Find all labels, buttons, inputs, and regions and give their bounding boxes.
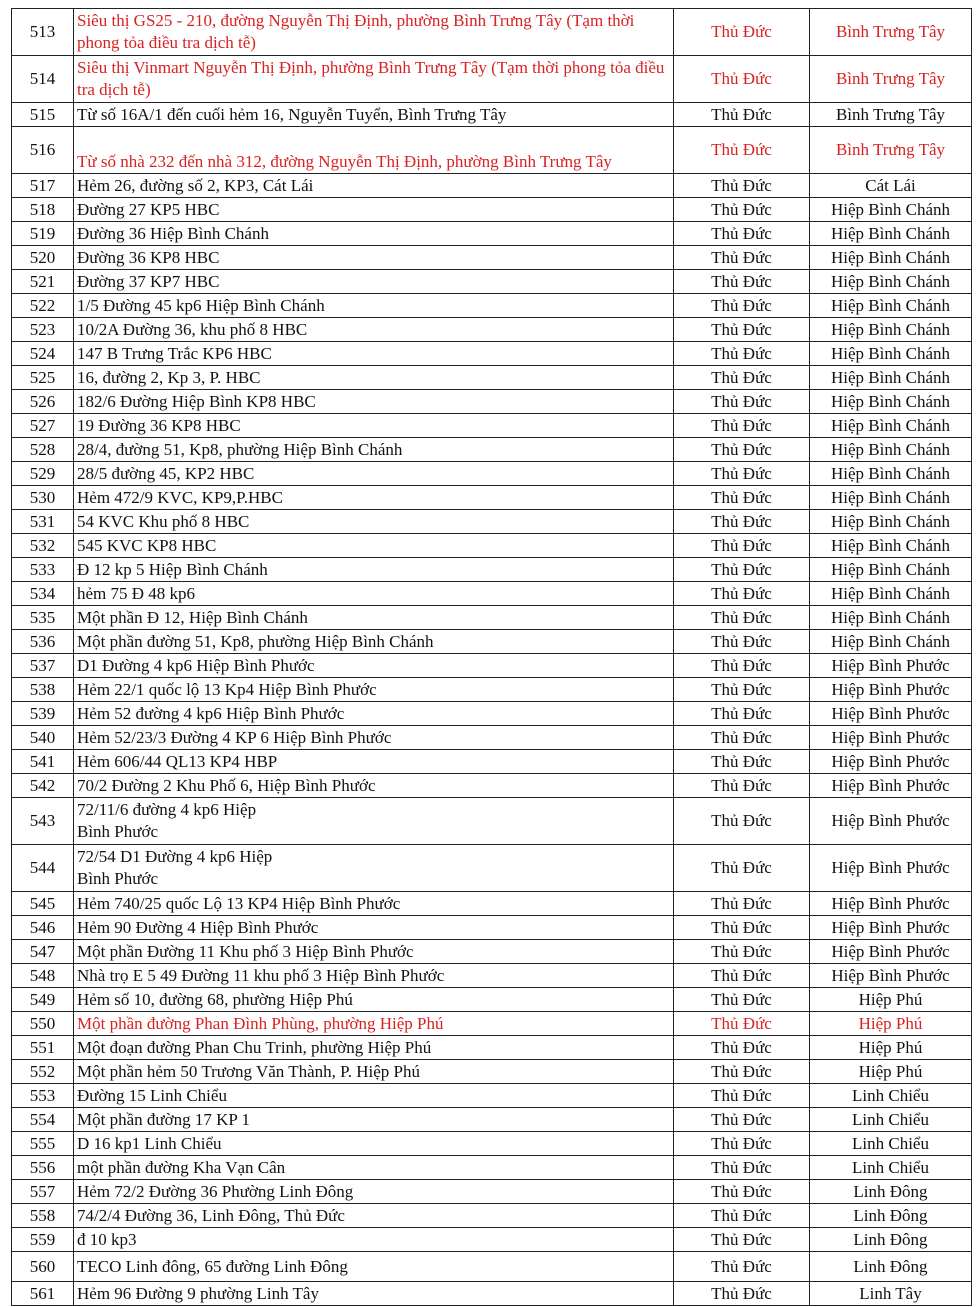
table-row (12, 630, 972, 654)
row-number: 542 (12, 774, 74, 798)
row-ward: Hiệp Phú (810, 1012, 972, 1036)
row-district: Thủ Đức (674, 940, 810, 964)
row-number: 551 (12, 1036, 74, 1060)
table-row (12, 270, 972, 294)
row-address: 16, đường 2, Kp 3, P. HBC (74, 366, 674, 390)
row-number: 552 (12, 1060, 74, 1084)
row-ward: Hiệp Bình Chánh (810, 486, 972, 510)
table-row (12, 438, 972, 462)
row-ward: Hiệp Bình Chánh (810, 318, 972, 342)
table-row (12, 174, 972, 198)
row-district: Thủ Đức (674, 390, 810, 414)
row-address: Đường 37 KP7 HBC (74, 270, 674, 294)
row-ward: Linh Đông (810, 1252, 972, 1282)
table-row (12, 845, 972, 892)
row-district: Thủ Đức (674, 606, 810, 630)
table-row (12, 462, 972, 486)
row-number: 513 (12, 9, 74, 56)
row-district: Thủ Đức (674, 294, 810, 318)
row-district: Thủ Đức (674, 916, 810, 940)
row-address: D1 Đường 4 kp6 Hiệp Bình Phước (74, 654, 674, 678)
row-district: Thủ Đức (674, 486, 810, 510)
row-ward: Hiệp Bình Chánh (810, 510, 972, 534)
row-ward: Bình Trưng Tây (810, 127, 972, 174)
row-number: 514 (12, 56, 74, 103)
row-number: 545 (12, 892, 74, 916)
row-number: 558 (12, 1204, 74, 1228)
row-address: một phần đường Kha Vạn Cân (74, 1156, 674, 1180)
row-district: Thủ Đức (674, 174, 810, 198)
row-district: Thủ Đức (674, 1036, 810, 1060)
table-row (12, 1084, 972, 1108)
row-address: Đ 12 kp 5 Hiệp Bình Chánh (74, 558, 674, 582)
row-district: Thủ Đức (674, 270, 810, 294)
row-address: Đường 15 Linh Chiểu (74, 1084, 674, 1108)
row-number: 547 (12, 940, 74, 964)
row-number: 550 (12, 1012, 74, 1036)
row-ward: Hiệp Bình Phước (810, 892, 972, 916)
table-row (12, 103, 972, 127)
table-row (12, 774, 972, 798)
row-ward: Linh Chiểu (810, 1132, 972, 1156)
table-row (12, 1156, 972, 1180)
table-row (12, 988, 972, 1012)
table-row (12, 1012, 972, 1036)
row-district: Thủ Đức (674, 222, 810, 246)
row-district: Thủ Đức (674, 702, 810, 726)
row-district: Thủ Đức (674, 582, 810, 606)
row-district: Thủ Đức (674, 678, 810, 702)
table-row (12, 1252, 972, 1282)
row-number: 520 (12, 246, 74, 270)
table-row (12, 1180, 972, 1204)
row-address: 147 B Trưng Trắc KP6 HBC (74, 342, 674, 366)
row-ward: Hiệp Bình Chánh (810, 270, 972, 294)
row-address: Hẻm 26, đường số 2, KP3, Cát Lái (74, 174, 674, 198)
row-address: 72/11/6 đường 4 kp6 Hiệp Bình Phước (74, 798, 674, 845)
table-row (12, 342, 972, 366)
row-ward: Hiệp Bình Phước (810, 678, 972, 702)
row-ward: Hiệp Bình Chánh (810, 198, 972, 222)
row-ward: Hiệp Bình Chánh (810, 630, 972, 654)
row-address: 10/2A Đường 36, khu phố 8 HBC (74, 318, 674, 342)
row-ward: Cát Lái (810, 174, 972, 198)
row-address: Đường 27 KP5 HBC (74, 198, 674, 222)
row-number: 529 (12, 462, 74, 486)
row-ward: Linh Đông (810, 1180, 972, 1204)
row-ward: Hiệp Bình Chánh (810, 342, 972, 366)
row-address: Một phần đường 51, Kp8, phường Hiệp Bình Chánh (74, 630, 674, 654)
row-ward: Linh Chiểu (810, 1156, 972, 1180)
table-row (12, 486, 972, 510)
row-ward: Hiệp Bình Chánh (810, 390, 972, 414)
row-number: 554 (12, 1108, 74, 1132)
row-number: 546 (12, 916, 74, 940)
row-address: Nhà trọ E 5 49 Đường 11 khu phố 3 Hiệp Bình Phước (74, 964, 674, 988)
table-row (12, 750, 972, 774)
row-ward: Hiệp Phú (810, 1036, 972, 1060)
row-address: TECO Linh đông, 65 đường Linh Đông (74, 1252, 674, 1282)
row-district: Thủ Đức (674, 1084, 810, 1108)
row-number: 541 (12, 750, 74, 774)
row-district: Thủ Đức (674, 845, 810, 892)
row-district: Thủ Đức (674, 318, 810, 342)
table-row (12, 246, 972, 270)
row-ward: Hiệp Bình Chánh (810, 606, 972, 630)
row-district: Thủ Đức (674, 654, 810, 678)
row-number: 524 (12, 342, 74, 366)
row-address: Hẻm 472/9 KVC, KP9,P.HBC (74, 486, 674, 510)
row-address: Hẻm 606/44 QL13 KP4 HBP (74, 750, 674, 774)
row-district: Thủ Đức (674, 1156, 810, 1180)
row-district: Thủ Đức (674, 750, 810, 774)
row-district: Thủ Đức (674, 534, 810, 558)
row-district: Thủ Đức (674, 1180, 810, 1204)
row-number: 561 (12, 1282, 74, 1306)
row-district: Thủ Đức (674, 988, 810, 1012)
row-address: Hẻm 52 đường 4 kp6 Hiệp Bình Phước (74, 702, 674, 726)
row-number: 532 (12, 534, 74, 558)
row-number: 522 (12, 294, 74, 318)
row-number: 530 (12, 486, 74, 510)
table-row (12, 366, 972, 390)
row-ward: Hiệp Bình Chánh (810, 438, 972, 462)
row-district: Thủ Đức (674, 9, 810, 56)
row-number: 519 (12, 222, 74, 246)
row-number: 548 (12, 964, 74, 988)
row-district: Thủ Đức (674, 198, 810, 222)
row-number: 521 (12, 270, 74, 294)
row-number: 533 (12, 558, 74, 582)
table-row (12, 294, 972, 318)
row-ward: Linh Đông (810, 1204, 972, 1228)
row-ward: Hiệp Bình Chánh (810, 222, 972, 246)
row-number: 534 (12, 582, 74, 606)
row-district: Thủ Đức (674, 1060, 810, 1084)
row-address: 28/5 đường 45, KP2 HBC (74, 462, 674, 486)
table-row (12, 654, 972, 678)
table-row (12, 9, 972, 56)
row-number: 526 (12, 390, 74, 414)
table-row (12, 702, 972, 726)
table-row (12, 56, 972, 103)
table-row (12, 127, 972, 174)
row-ward: Hiệp Bình Phước (810, 916, 972, 940)
row-address: Hẻm 740/25 quốc Lộ 13 KP4 Hiệp Bình Phước (74, 892, 674, 916)
row-ward: Hiệp Bình Chánh (810, 462, 972, 486)
row-address: Siêu thị GS25 - 210, đường Nguyễn Thị Định, phường Bình Trưng Tây (Tạm thời phong tỏa điều tra dịch tễ) (74, 9, 674, 56)
row-ward: Hiệp Bình Phước (810, 845, 972, 892)
row-ward: Hiệp Bình Chánh (810, 534, 972, 558)
row-district: Thủ Đức (674, 1282, 810, 1306)
row-district: Thủ Đức (674, 964, 810, 988)
row-district: Thủ Đức (674, 414, 810, 438)
table-row (12, 510, 972, 534)
row-address: Hẻm 96 Đường 9 phường Linh Tây (74, 1282, 674, 1306)
row-address: Một phần Đường 11 Khu phố 3 Hiệp Bình Phước (74, 940, 674, 964)
table-row (12, 1282, 972, 1306)
table-row (12, 892, 972, 916)
row-district: Thủ Đức (674, 1132, 810, 1156)
row-address: 19 Đường 36 KP8 HBC (74, 414, 674, 438)
row-number: 527 (12, 414, 74, 438)
row-number: 540 (12, 726, 74, 750)
row-number: 515 (12, 103, 74, 127)
row-district: Thủ Đức (674, 798, 810, 845)
row-ward: Hiệp Bình Phước (810, 774, 972, 798)
row-ward: Hiệp Bình Chánh (810, 414, 972, 438)
row-ward: Hiệp Bình Phước (810, 726, 972, 750)
address-table (11, 8, 972, 1306)
table-row (12, 964, 972, 988)
row-address: Hẻm 72/2 Đường 36 Phường Linh Đông (74, 1180, 674, 1204)
row-address: Đường 36 KP8 HBC (74, 246, 674, 270)
row-address: 54 KVC Khu phố 8 HBC (74, 510, 674, 534)
row-number: 556 (12, 1156, 74, 1180)
row-address: 182/6 Đường Hiệp Bình KP8 HBC (74, 390, 674, 414)
row-district: Thủ Đức (674, 1252, 810, 1282)
row-district: Thủ Đức (674, 1108, 810, 1132)
row-district: Thủ Đức (674, 462, 810, 486)
row-address: Một phần hẻm 50 Trương Văn Thành, P. Hiệp Phú (74, 1060, 674, 1084)
row-address: Một đoạn đường Phan Chu Trinh, phường Hiệp Phú (74, 1036, 674, 1060)
row-district: Thủ Đức (674, 342, 810, 366)
row-address: 72/54 D1 Đường 4 kp6 Hiệp Bình Phước (74, 845, 674, 892)
row-ward: Hiệp Bình Chánh (810, 246, 972, 270)
row-ward: Linh Tây (810, 1282, 972, 1306)
row-number: 553 (12, 1084, 74, 1108)
row-ward: Bình Trưng Tây (810, 9, 972, 56)
row-number: 539 (12, 702, 74, 726)
row-number: 535 (12, 606, 74, 630)
row-ward: Hiệp Bình Chánh (810, 294, 972, 318)
row-ward: Hiệp Bình Phước (810, 964, 972, 988)
row-district: Thủ Đức (674, 438, 810, 462)
row-address: 545 KVC KP8 HBC (74, 534, 674, 558)
table-row (12, 390, 972, 414)
row-address: Một phần đường Phan Đình Phùng, phường Hiệp Phú (74, 1012, 674, 1036)
table-row (12, 1228, 972, 1252)
row-number: 557 (12, 1180, 74, 1204)
row-district: Thủ Đức (674, 726, 810, 750)
row-address: 28/4, đường 51, Kp8, phường Hiệp Bình Chánh (74, 438, 674, 462)
row-number: 525 (12, 366, 74, 390)
table-row (12, 222, 972, 246)
row-ward: Hiệp Phú (810, 1060, 972, 1084)
row-number: 543 (12, 798, 74, 845)
row-number: 518 (12, 198, 74, 222)
row-number: 528 (12, 438, 74, 462)
row-number: 531 (12, 510, 74, 534)
row-ward: Hiệp Bình Phước (810, 750, 972, 774)
table-row (12, 318, 972, 342)
table-row (12, 678, 972, 702)
row-number: 537 (12, 654, 74, 678)
table-row (12, 1204, 972, 1228)
row-number: 536 (12, 630, 74, 654)
row-district: Thủ Đức (674, 630, 810, 654)
table-row (12, 726, 972, 750)
row-ward: Hiệp Bình Phước (810, 654, 972, 678)
row-number: 523 (12, 318, 74, 342)
row-ward: Hiệp Bình Phước (810, 940, 972, 964)
table-row (12, 534, 972, 558)
row-ward: Hiệp Bình Chánh (810, 366, 972, 390)
row-district: Thủ Đức (674, 558, 810, 582)
row-address: Một phần đường 17 KP 1 (74, 1108, 674, 1132)
table-row (12, 1036, 972, 1060)
row-address: Đường 36 Hiệp Bình Chánh (74, 222, 674, 246)
row-ward: Hiệp Bình Chánh (810, 582, 972, 606)
row-address: Hẻm 52/23/3 Đường 4 KP 6 Hiệp Bình Phước (74, 726, 674, 750)
row-address: đ 10 kp3 (74, 1228, 674, 1252)
row-number: 559 (12, 1228, 74, 1252)
row-number: 544 (12, 845, 74, 892)
row-district: Thủ Đức (674, 103, 810, 127)
row-address: hẻm 75 Đ 48 kp6 (74, 582, 674, 606)
table-row (12, 414, 972, 438)
row-address: Từ số 16A/1 đến cuối hẻm 16, Nguyễn Tuyển, Bình Trưng Tây (74, 103, 674, 127)
row-district: Thủ Đức (674, 246, 810, 270)
row-ward: Hiệp Bình Phước (810, 798, 972, 845)
table-body (12, 9, 972, 1306)
row-number: 549 (12, 988, 74, 1012)
table-row (12, 1108, 972, 1132)
table-row (12, 940, 972, 964)
row-district: Thủ Đức (674, 1012, 810, 1036)
row-address: 74/2/4 Đường 36, Linh Đông, Thủ Đức (74, 1204, 674, 1228)
row-ward: Hiệp Bình Chánh (810, 558, 972, 582)
row-district: Thủ Đức (674, 1204, 810, 1228)
table-row (12, 798, 972, 845)
table-row (12, 198, 972, 222)
row-ward: Bình Trưng Tây (810, 103, 972, 127)
row-ward: Linh Chiểu (810, 1108, 972, 1132)
row-address: Hẻm số 10, đường 68, phường Hiệp Phú (74, 988, 674, 1012)
row-number: 516 (12, 127, 74, 174)
row-ward: Hiệp Phú (810, 988, 972, 1012)
row-number: 517 (12, 174, 74, 198)
row-district: Thủ Đức (674, 892, 810, 916)
row-ward: Linh Đông (810, 1228, 972, 1252)
row-address: Hẻm 90 Đường 4 Hiệp Bình Phước (74, 916, 674, 940)
row-district: Thủ Đức (674, 56, 810, 103)
table-row (12, 606, 972, 630)
table-row (12, 1132, 972, 1156)
row-district: Thủ Đức (674, 774, 810, 798)
row-number: 555 (12, 1132, 74, 1156)
table-row (12, 558, 972, 582)
row-address: Hẻm 22/1 quốc lộ 13 Kp4 Hiệp Bình Phước (74, 678, 674, 702)
row-district: Thủ Đức (674, 366, 810, 390)
row-address: D 16 kp1 Linh Chiểu (74, 1132, 674, 1156)
row-number: 560 (12, 1252, 74, 1282)
row-district: Thủ Đức (674, 510, 810, 534)
row-ward: Hiệp Bình Phước (810, 702, 972, 726)
row-address: Một phần Đ 12, Hiệp Bình Chánh (74, 606, 674, 630)
row-ward: Bình Trưng Tây (810, 56, 972, 103)
table-row (12, 916, 972, 940)
row-address: Từ số nhà 232 đến nhà 312, đường Nguyễn Thị Định, phường Bình Trưng Tây (74, 127, 674, 174)
row-ward: Linh Chiểu (810, 1084, 972, 1108)
row-address: 1/5 Đường 45 kp6 Hiệp Bình Chánh (74, 294, 674, 318)
row-number: 538 (12, 678, 74, 702)
row-district: Thủ Đức (674, 127, 810, 174)
row-address: Siêu thị Vinmart Nguyễn Thị Định, phường Bình Trưng Tây (Tạm thời phong tỏa điều tra dịch tễ) (74, 56, 674, 103)
row-district: Thủ Đức (674, 1228, 810, 1252)
table-row (12, 1060, 972, 1084)
table-row (12, 582, 972, 606)
row-address: 70/2 Đường 2 Khu Phố 6, Hiệp Bình Phước (74, 774, 674, 798)
